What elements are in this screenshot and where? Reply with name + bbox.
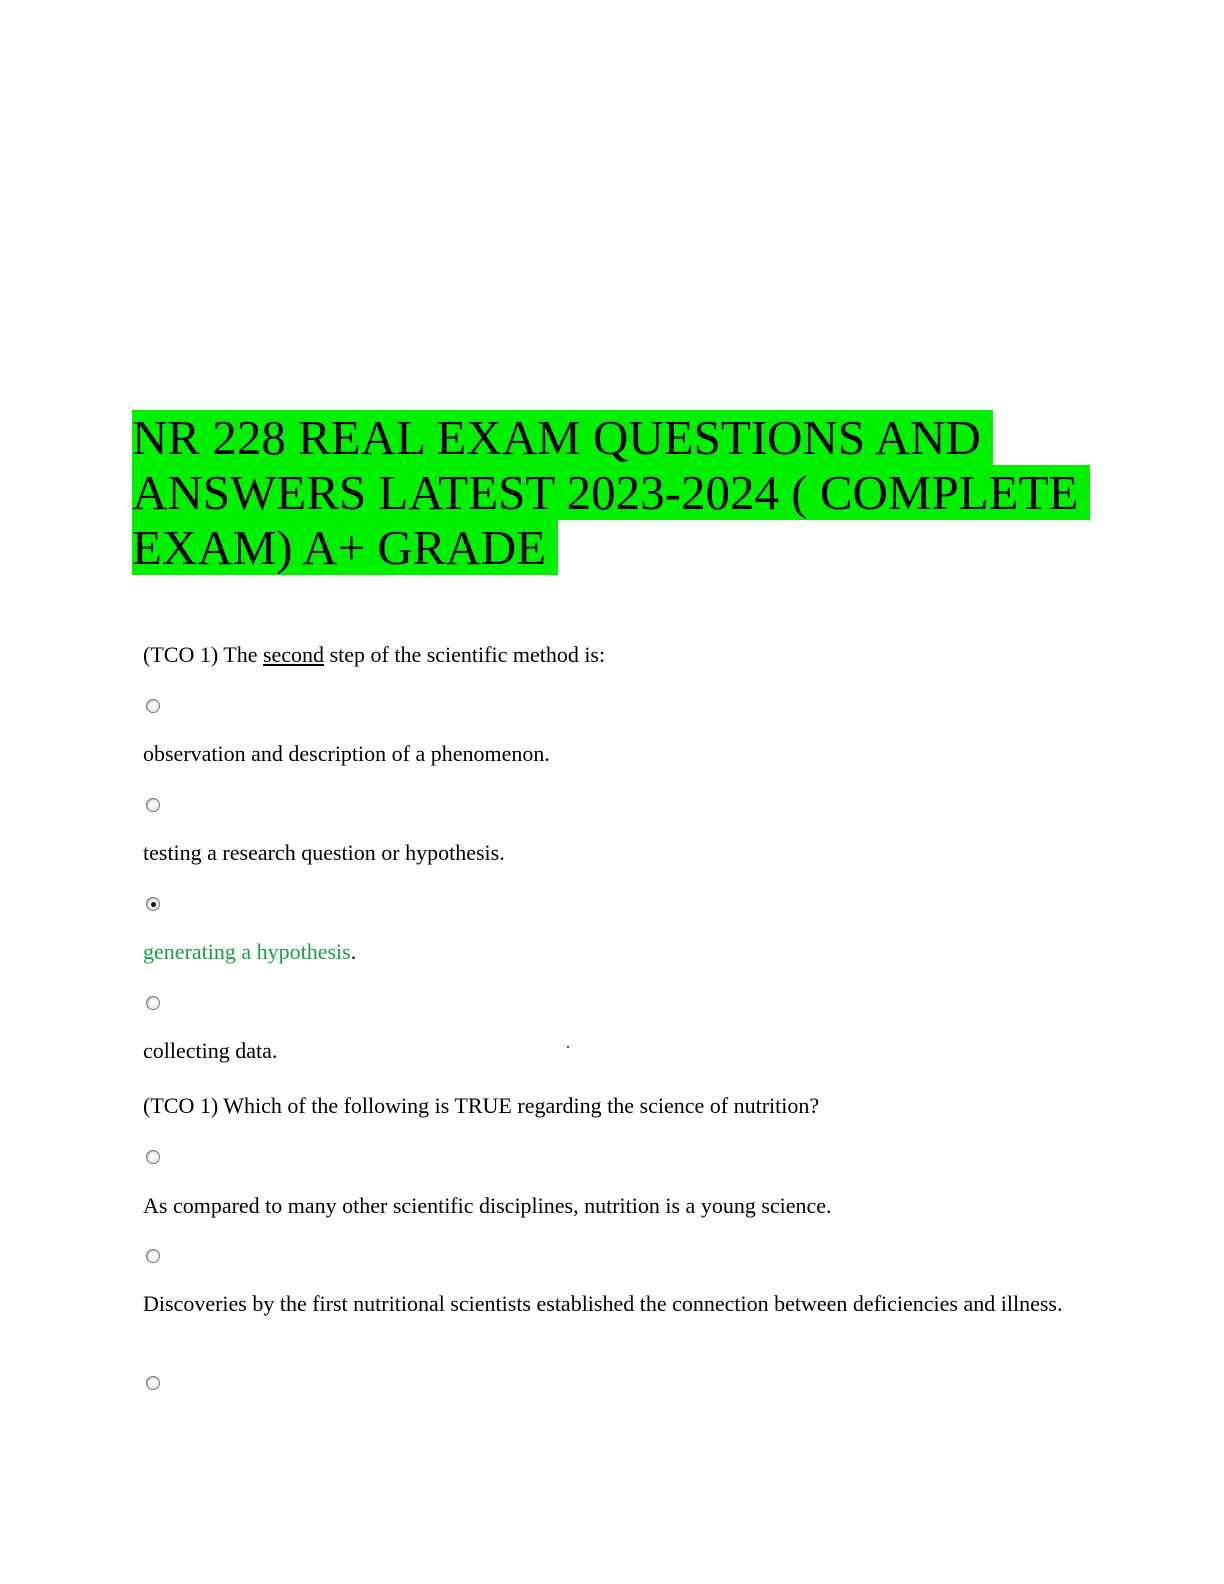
question-1-option-3-text: generating a hypothesis. — [143, 939, 357, 964]
question-1-option-3-radio[interactable] — [146, 897, 160, 911]
title-line-3: EXAM) A+ GRADE — [132, 520, 1112, 575]
question-1-option-2-radio[interactable] — [146, 798, 160, 812]
question-1-stem: (TCO 1) The second step of the scientific method is: — [143, 642, 606, 667]
emphasis-underline: second — [262, 642, 325, 667]
stray-mark — [567, 1046, 569, 1048]
question-1-option-2-text: testing a research question or hypothesis. — [143, 840, 505, 865]
question-1-option-1-radio[interactable] — [146, 699, 160, 713]
question-2-option-2-radio[interactable] — [146, 1249, 160, 1263]
title-line-1: NR 228 REAL EXAM QUESTIONS AND — [132, 410, 1112, 465]
question-2-stem: (TCO 1) Which of the following is TRUE regarding the science of nutrition? — [143, 1093, 820, 1118]
correct-answer-text: generating a hypothesis — [143, 939, 351, 964]
question-1-option-4-radio[interactable] — [146, 996, 160, 1010]
title-line-2: ANSWERS LATEST 2023-2024 ( COMPLETE — [132, 465, 1112, 520]
question-2-option-1-text: As compared to many other scientific disciplines, nutrition is a young science. — [143, 1193, 832, 1218]
question-1-option-1-text: observation and description of a phenomenon. — [143, 741, 550, 766]
question-2-option-2-text: Discoveries by the first nutritional scientists established the connection between deficiencies and illness. — [143, 1291, 1063, 1316]
question-2-option-3-radio[interactable] — [146, 1376, 160, 1390]
question-1-option-4-text: collecting data. — [143, 1038, 278, 1063]
question-2-option-1-radio[interactable] — [146, 1150, 160, 1164]
document-title — [132, 410, 1112, 575]
